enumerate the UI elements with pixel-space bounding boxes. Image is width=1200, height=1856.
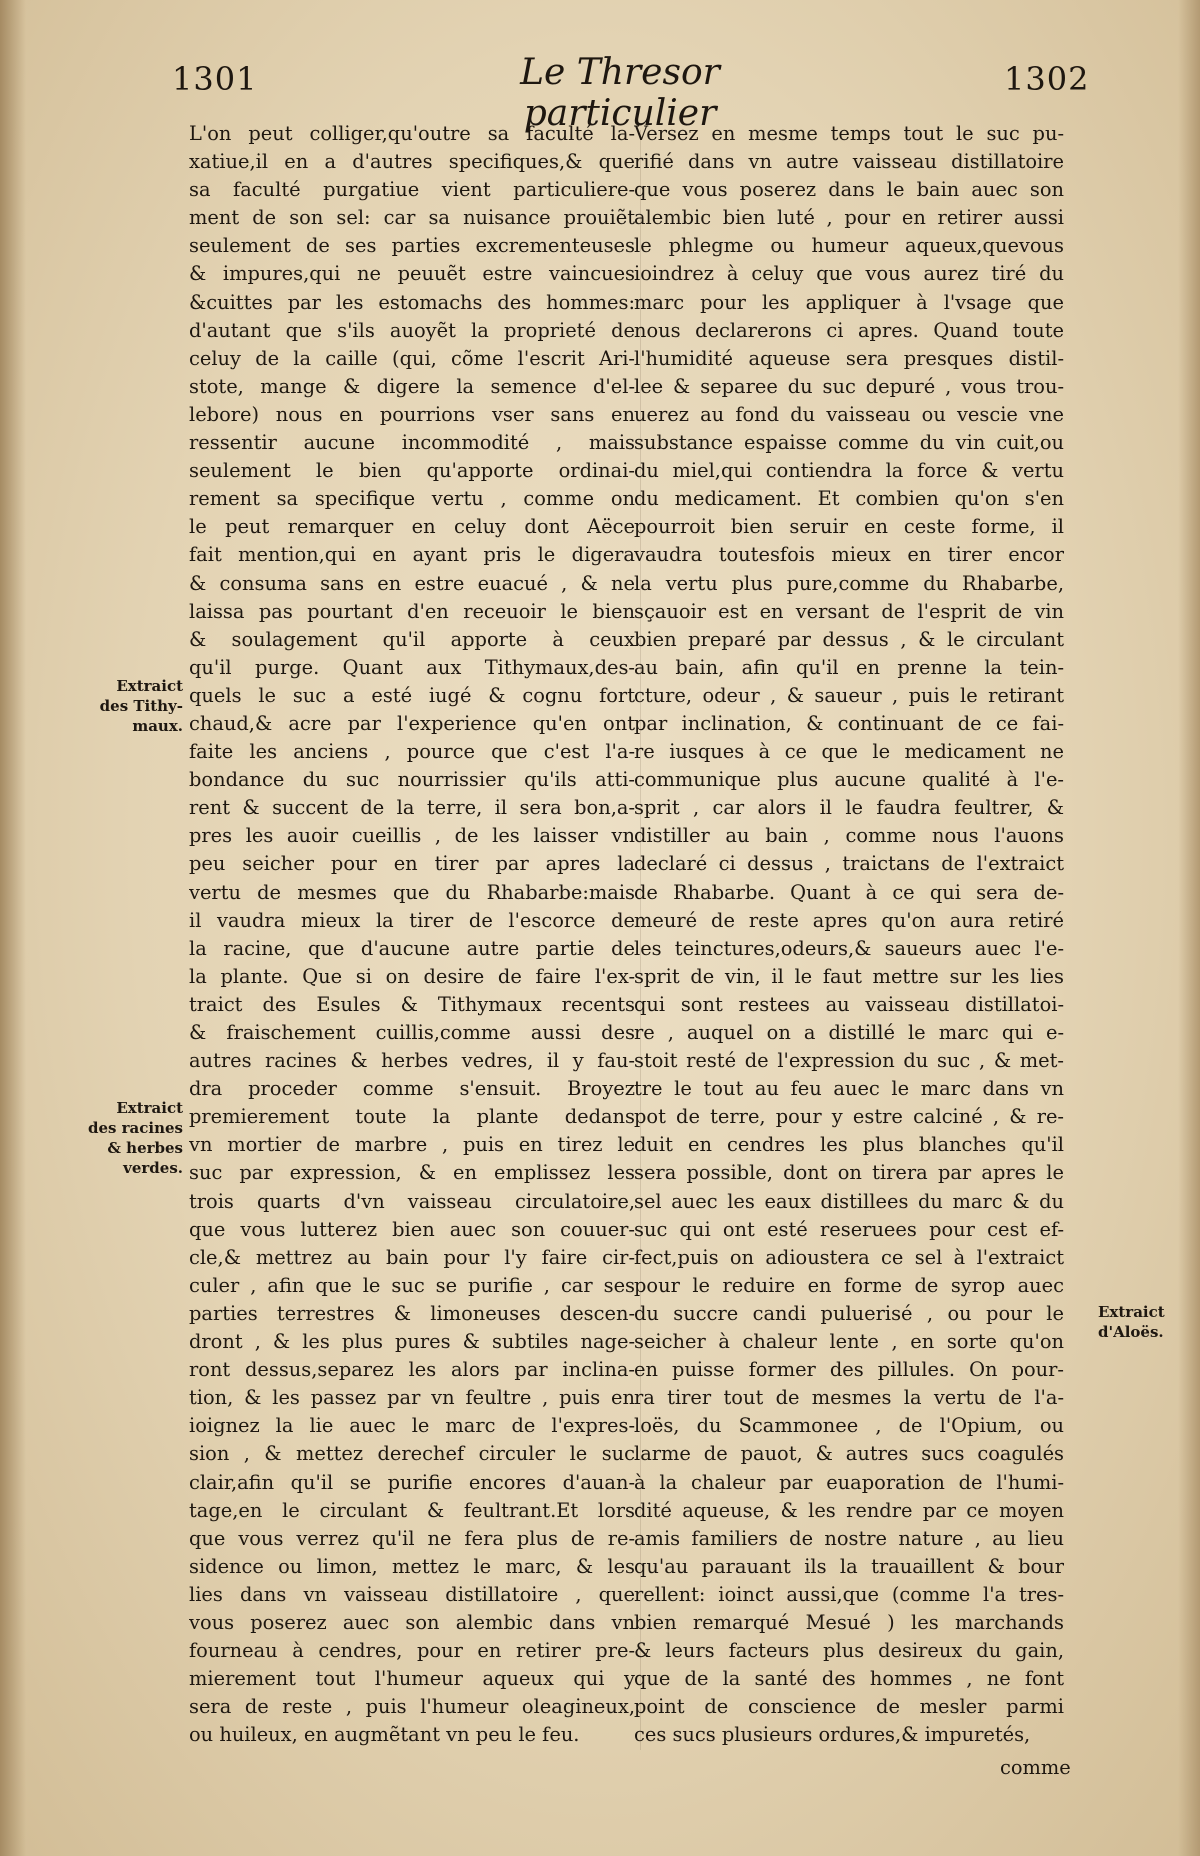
text-line: & impures,qui ne peuuẽt estre vaincues xyxy=(189,262,635,286)
running-title: Le Thresor particulier xyxy=(520,52,720,134)
text-line: & consuma sans en estre euacué , & ne xyxy=(189,571,635,595)
text-line: sçauoir est en versant de l'esprit de vin xyxy=(634,599,1064,623)
text-line: d'autant que s'ils auoyẽt la proprieté de xyxy=(189,318,635,342)
text-line: & leurs facteurs plus desireux du gain, xyxy=(634,1639,1064,1663)
text-line: traict des Esules & Tithymaux recents xyxy=(189,992,635,1016)
text-line: premierement toute la plante dedans xyxy=(189,1105,635,1129)
text-line: dité aqueuse, & les rendre par ce moyen xyxy=(634,1498,1064,1522)
text-line: clair,afin qu'il se purifie encores d'auan- xyxy=(189,1470,635,1494)
text-line: la vertu plus pure,comme du Rhabarbe, xyxy=(634,571,1064,595)
text-line: ment de son sel: car sa nuisance prouiẽt xyxy=(189,206,635,230)
text-line: bien preparé par dessus , & le circulant xyxy=(634,627,1064,651)
text-line: la plante. Que si on desire de faire l'ex- xyxy=(189,964,635,988)
text-line: re iusques à ce que le medicament ne xyxy=(634,740,1064,764)
margin-note-line: maux. xyxy=(132,717,183,735)
text-line: du miel,qui contiendra la force & vertu xyxy=(634,459,1064,483)
text-line: &cuittes par les estomachs des hommes: xyxy=(189,290,635,314)
text-line: que vous verrez qu'il ne fera plus de re- xyxy=(189,1526,635,1550)
margin-note-line: d'Aloës. xyxy=(1098,1323,1164,1341)
text-line: pour le reduire en forme de syrop auec xyxy=(634,1273,1064,1297)
text-line: tion, & les passez par vn feultre , puis en xyxy=(189,1386,635,1410)
text-line: stoit resté de l'expression du suc , & met- xyxy=(634,1049,1064,1073)
text-line: par inclination, & continuant de ce fai- xyxy=(634,711,1064,735)
text-line: pourroit bien seruir en ceste forme, il xyxy=(634,515,1064,539)
text-line: laissa pas pourtant d'en receuoir le bien xyxy=(189,599,635,623)
text-line: declaré ci dessus , traictans de l'extraict xyxy=(634,852,1064,876)
text-line: rement sa specifique vertu , comme on xyxy=(189,487,635,511)
margin-note-line: des racines xyxy=(87,1119,183,1137)
text-line: vous poserez auec son alembic dans vn xyxy=(189,1610,635,1634)
text-line: vaudra toutesfois mieux en tirer encor xyxy=(634,543,1064,567)
text-line: amis familiers de nostre nature , au lieu xyxy=(634,1526,1064,1550)
margin-note-line: Extraict xyxy=(116,1099,183,1117)
text-line: stote, mange & digere la semence d'el- xyxy=(189,374,635,398)
text-line: l'humidité aqueuse sera presques distil- xyxy=(634,346,1064,370)
text-line: & fraischement cuillis,comme aussi des xyxy=(189,1021,635,1044)
text-line: rifié dans vn autre vaisseau distillatoire xyxy=(634,150,1064,174)
text-line: substance espaisse comme du vin cuit,ou xyxy=(634,431,1064,455)
text-line: qu'au parauant ils la trauaillent & bour xyxy=(634,1554,1064,1578)
text-line: le phlegme ou humeur aqueux,quevous xyxy=(634,234,1064,258)
page-number-left: 1301 xyxy=(172,60,258,98)
text-line: ioindrez à celuy que vous aurez tiré du xyxy=(634,262,1064,286)
text-line: sprit , car alors il le faudra feultrer, & xyxy=(634,796,1064,820)
text-line: loës, du Scammonee , de l'Opium, ou xyxy=(634,1414,1064,1438)
text-line: faite les anciens , pource que c'est l'a- xyxy=(189,740,635,764)
text-line: seicher à chaleur lente , en sorte qu'on xyxy=(634,1330,1064,1354)
margin-note-line: des Tithy- xyxy=(99,697,183,715)
text-column-left xyxy=(189,120,635,1749)
text-line: que vous poserez dans le bain auec son xyxy=(634,178,1064,202)
text-line: pres les auoir cueillis , de les laisser vn xyxy=(189,824,635,848)
text-line: les teinctures,odeurs,& saueurs auec l'e- xyxy=(634,936,1064,960)
text-line: de Rhabarbe. Quant à ce qui sera de- xyxy=(634,880,1064,904)
text-line: ressentir aucune incommodité , mais xyxy=(189,431,635,455)
text-line: ou huileux, en augmẽtant vn peu le feu. xyxy=(189,1723,580,1747)
catchword: comme xyxy=(1000,1756,1071,1779)
text-line: du medicament. Et combien qu'on s'en xyxy=(634,487,1064,511)
text-line: marc pour les appliquer à l'vsage que xyxy=(634,290,1064,314)
text-column-right xyxy=(634,120,1064,1749)
text-line: meuré de reste apres qu'on aura retiré xyxy=(634,908,1064,932)
text-line: bondance du suc nourrissier qu'ils atti- xyxy=(189,768,635,792)
text-line: L'on peut colliger,qu'outre sa faculté la- xyxy=(189,122,635,145)
text-line: qui sont restees au vaisseau distillatoi- xyxy=(634,992,1064,1016)
text-line: sprit de vin, il le faut mettre sur les lies xyxy=(634,964,1064,988)
text-line: communique plus aucune qualité à l'e- xyxy=(634,768,1064,792)
text-line: lee & separee du suc depuré , vous trou- xyxy=(634,374,1064,398)
text-line: xatiue,il en a d'autres specifiques,& que xyxy=(189,150,635,174)
text-line: mierement tout l'humeur aqueux qui y xyxy=(189,1667,635,1691)
text-line: fect,puis on adioustera ce sel à l'extraict xyxy=(634,1245,1064,1269)
text-line: il vaudra mieux la tirer de l'escorce de xyxy=(189,908,635,932)
text-line: parties terrestres & limoneuses descen- xyxy=(189,1301,635,1325)
text-line: chaud,& acre par l'experience qu'en ont xyxy=(189,711,635,735)
text-line: du succre candi puluerisé , ou pour le xyxy=(634,1301,1064,1325)
margin-note-line: Extraict xyxy=(1098,1303,1165,1321)
text-line: Versez en mesme temps tout le suc pu- xyxy=(634,122,1064,145)
text-line: fait mention,qui en ayant pris le digera xyxy=(189,543,635,567)
text-line: autres racines & herbes vedres, il y fau- xyxy=(189,1049,635,1073)
text-line: trois quarts d'vn vaisseau circulatoire, xyxy=(189,1189,635,1213)
text-line: seulement de ses parties excrementeuses xyxy=(189,234,635,258)
text-line: ces sucs plusieurs ordures,& impuretés, xyxy=(634,1723,1031,1747)
text-line: au bain, afin qu'il en prenne la tein- xyxy=(634,655,1064,679)
text-line: pot de terre, pour y estre calciné , & re- xyxy=(634,1105,1064,1129)
text-line: uerez au fond du vaisseau ou vescie vne xyxy=(634,402,1064,426)
text-line: tage,en le circulant & feultrant.Et lors xyxy=(189,1498,635,1522)
text-line: sel auec les eaux distillees du marc & du xyxy=(634,1189,1064,1213)
text-line: celuy de la caille (qui, cõme l'escrit Ari- xyxy=(189,346,635,370)
text-line: tre le tout au feu auec le marc dans vn xyxy=(634,1077,1064,1101)
text-line: à la chaleur par euaporation de l'humi- xyxy=(634,1470,1064,1494)
text-line: cle,& mettrez au bain pour l'y faire cir- xyxy=(189,1245,635,1269)
text-line: cture, odeur , & saueur , puis le retirant xyxy=(634,683,1064,707)
text-line: que vous lutterez bien auec son couuer- xyxy=(189,1217,635,1241)
page-number-right: 1302 xyxy=(1004,60,1090,98)
text-line: rent & succent de la terre, il sera bon,a- xyxy=(189,796,635,820)
text-line: seulement le bien qu'apporte ordinai- xyxy=(189,459,635,483)
text-line: distiller au bain , comme nous l'auons xyxy=(634,824,1064,848)
text-line: dront , & les plus pures & subtiles nage- xyxy=(189,1330,635,1354)
text-line: vertu de mesmes que du Rhabarbe:mais xyxy=(189,880,635,904)
text-line: point de conscience de mesler parmi xyxy=(634,1695,1064,1719)
text-line: en puisse former des pillules. On pour- xyxy=(634,1358,1064,1382)
margin-note-line: & herbes xyxy=(107,1139,183,1157)
text-line: culer , afin que le suc se purifie , car ses xyxy=(189,1273,635,1297)
text-line: ra tirer tout de mesmes la vertu de l'a- xyxy=(634,1386,1064,1410)
text-line: la racine, que d'aucune autre partie de xyxy=(189,936,635,960)
text-line: suc par expression, & en emplissez les xyxy=(189,1161,635,1185)
text-line: fourneau à cendres, pour en retirer pre- xyxy=(189,1639,635,1663)
text-line: & soulagement qu'il apporte à ceux xyxy=(189,627,635,651)
margin-note-line: Extraict xyxy=(116,677,183,695)
text-line: sa faculté purgatiue vient particuliere- xyxy=(189,178,635,202)
margin-note-tithymaux xyxy=(78,676,183,736)
margin-note-aloes xyxy=(1098,1302,1198,1342)
text-line: sera de reste , puis l'humeur oleagineux, xyxy=(189,1695,635,1719)
text-line: lies dans vn vaisseau distillatoire , que xyxy=(189,1582,635,1606)
text-line: larme de pauot, & autres sucs coagulés xyxy=(634,1442,1064,1466)
text-line: ioignez la lie auec le marc de l'expres- xyxy=(189,1414,635,1438)
text-line: lebore) nous en pourrions vser sans en xyxy=(189,402,635,426)
margin-note-line: verdes. xyxy=(123,1159,183,1177)
text-line: dra proceder comme s'ensuit. Broyez xyxy=(189,1077,635,1101)
text-line: duit en cendres les plus blanches qu'il xyxy=(634,1133,1064,1157)
text-line: que de la santé des hommes , ne font xyxy=(634,1667,1064,1691)
text-line: vn mortier de marbre , puis en tirez le xyxy=(189,1133,635,1157)
text-line: nous declarerons ci apres. Quand toute xyxy=(634,318,1064,342)
margin-note-racines-herbes xyxy=(78,1098,183,1178)
text-line: rellent: ioinct aussi,que (comme l'a tres- xyxy=(634,1582,1064,1606)
text-line: sion , & mettez derechef circuler le suc xyxy=(189,1442,635,1466)
text-line: re , auquel on a distillé le marc qui e- xyxy=(634,1021,1064,1044)
text-line: le peut remarquer en celuy dont Aëce xyxy=(189,515,635,539)
text-line: ront dessus,separez les alors par inclina- xyxy=(189,1358,635,1382)
text-line: peu seicher pour en tirer par apres la xyxy=(189,852,635,876)
text-line: sera possible, dont on tirera par apres le xyxy=(634,1161,1064,1185)
text-line: alembic bien luté , pour en retirer aussi xyxy=(634,206,1064,230)
text-line: suc qui ont esté reseruees pour cest ef- xyxy=(634,1217,1064,1241)
text-line: sidence ou limon, mettez le marc, & les xyxy=(189,1554,635,1578)
text-line: quels le suc a esté iugé & cognu fort xyxy=(189,683,635,707)
text-line: bien remarqué Mesué ) les marchands xyxy=(634,1610,1064,1634)
text-line: qu'il purge. Quant aux Tithymaux,des- xyxy=(189,655,635,679)
